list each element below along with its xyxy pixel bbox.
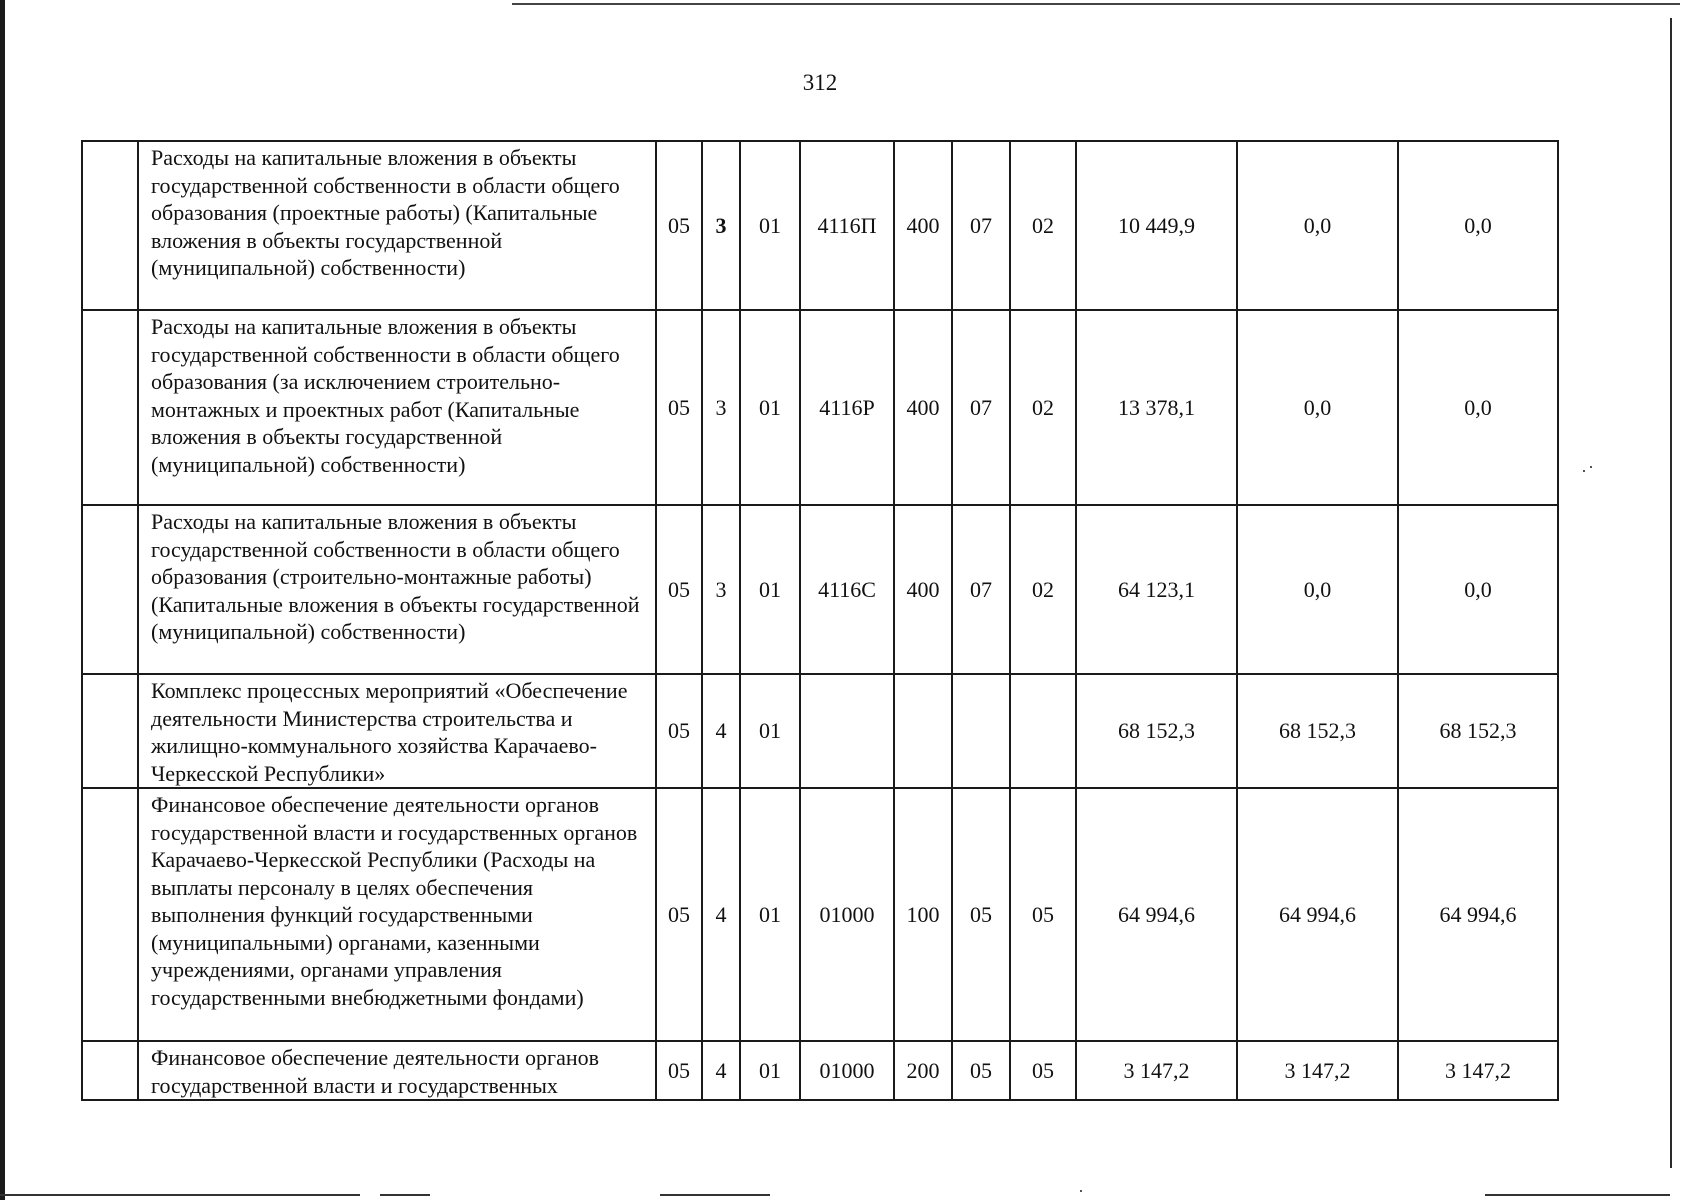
code-cell: 07 xyxy=(952,141,1010,310)
description-cell: Финансовое обеспечение деятельности органов государственной власти и государственных органов Карачаево-Черкесской Республики (Расходы на выплаты персоналу в целях обеспечения выполнения функций государственными (муниципальными) органами, казенными учреждениями, органами управления государственными внебюджетными фондами) xyxy=(138,788,656,1041)
code-cell: 400 xyxy=(894,141,952,310)
amount-cell: 64 994,6 xyxy=(1398,788,1558,1041)
amount-cell: 68 152,3 xyxy=(1076,674,1237,788)
code-cell: 01000 xyxy=(800,788,894,1041)
code-cell: 4116С xyxy=(800,505,894,674)
description-cell: Комплекс процессных мероприятий «Обеспечение деятельности Министерства строительства и жилищно-коммунального хозяйства Карачаево-Черкесской Республики» xyxy=(138,674,656,788)
code-cell: 400 xyxy=(894,310,952,505)
budget-table xyxy=(81,140,1559,1101)
scan-border-right xyxy=(1670,18,1672,1168)
amount-cell: 0,0 xyxy=(1398,310,1558,505)
table-row xyxy=(82,788,1558,1041)
amount-cell: 0,0 xyxy=(1398,141,1558,310)
amount-cell: 64 123,1 xyxy=(1076,505,1237,674)
code-cell: 01 xyxy=(740,141,800,310)
amount-cell: 0,0 xyxy=(1237,505,1398,674)
code-cell: 01000 xyxy=(800,1041,894,1100)
row-number-cell xyxy=(82,674,138,788)
code-cell: 05 xyxy=(1010,1041,1076,1100)
row-number-cell xyxy=(82,788,138,1041)
amount-cell: 10 449,9 xyxy=(1076,141,1237,310)
code-cell: 4 xyxy=(702,1041,740,1100)
code-cell: 05 xyxy=(952,1041,1010,1100)
code-cell: 02 xyxy=(1010,505,1076,674)
code-cell: 3 xyxy=(702,505,740,674)
code-cell: 200 xyxy=(894,1041,952,1100)
amount-cell: 3 147,2 xyxy=(1398,1041,1558,1100)
code-cell: 05 xyxy=(656,1041,702,1100)
scan-border-top-dash xyxy=(512,3,520,5)
amount-cell: 68 152,3 xyxy=(1237,674,1398,788)
code-cell: 02 xyxy=(1010,141,1076,310)
code-cell: 05 xyxy=(952,788,1010,1041)
page-number: 312 xyxy=(802,70,838,95)
amount-cell: 0,0 xyxy=(1398,505,1558,674)
code-cell: 4116П xyxy=(800,141,894,310)
table-row xyxy=(82,674,1558,788)
amount-cell: 0,0 xyxy=(1237,141,1398,310)
code-cell xyxy=(1010,674,1076,788)
scan-border-bottom-left xyxy=(0,1194,360,1196)
scan-border-bottom-right xyxy=(1485,1194,1670,1196)
scan-border-bottom-dash xyxy=(380,1194,430,1196)
code-cell xyxy=(894,674,952,788)
code-cell: 02 xyxy=(1010,310,1076,505)
description-cell: Расходы на капитальные вложения в объекты государственной собственности в области общего образования (за исключением строительно-монтажных и проектных работ (Капитальные вложения в объекты государственной (муниципальной) собственности) xyxy=(138,310,656,505)
amount-cell: 3 147,2 xyxy=(1237,1041,1398,1100)
code-cell xyxy=(952,674,1010,788)
code-cell: 01 xyxy=(740,674,800,788)
code-cell: 07 xyxy=(952,505,1010,674)
amount-cell: 68 152,3 xyxy=(1398,674,1558,788)
description-cell: Финансовое обеспечение деятельности органов государственной власти и государственных xyxy=(138,1041,656,1100)
code-cell: 01 xyxy=(740,310,800,505)
code-cell: 05 xyxy=(656,310,702,505)
table-row xyxy=(82,310,1558,505)
scan-speck xyxy=(1080,1190,1082,1192)
code-cell: 05 xyxy=(656,674,702,788)
code-cell: 05 xyxy=(656,141,702,310)
description-cell: Расходы на капитальные вложения в объекты государственной собственности в области общего образования (проектные работы) (Капитальные вложения в объекты государственной (муниципальной) собственности) xyxy=(138,141,656,310)
amount-cell: 0,0 xyxy=(1237,310,1398,505)
code-cell: 4116Р xyxy=(800,310,894,505)
row-number-cell xyxy=(82,505,138,674)
code-cell: 3 xyxy=(702,310,740,505)
scan-border-left xyxy=(0,0,5,1200)
code-cell xyxy=(800,674,894,788)
row-number-cell xyxy=(82,1041,138,1100)
table-row xyxy=(82,1041,1558,1100)
amount-cell: 64 994,6 xyxy=(1237,788,1398,1041)
amount-cell: 13 378,1 xyxy=(1076,310,1237,505)
amount-cell: 3 147,2 xyxy=(1076,1041,1237,1100)
code-cell: 05 xyxy=(1010,788,1076,1041)
code-cell: 01 xyxy=(740,1041,800,1100)
description-cell: Расходы на капитальные вложения в объекты государственной собственности в области общего образования (строительно-монтажные работы) (Капитальные вложения в объекты государственной (муниципальной) собственности) xyxy=(138,505,656,674)
code-cell: 05 xyxy=(656,788,702,1041)
code-cell: 4 xyxy=(702,674,740,788)
code-cell: 01 xyxy=(740,788,800,1041)
code-cell: 100 xyxy=(894,788,952,1041)
scan-border-top xyxy=(520,3,1680,5)
scan-speck xyxy=(1590,466,1592,468)
table-row xyxy=(82,505,1558,674)
code-cell: 4 xyxy=(702,788,740,1041)
code-cell: 05 xyxy=(656,505,702,674)
row-number-cell xyxy=(82,310,138,505)
code-cell: 01 xyxy=(740,505,800,674)
scan-speck xyxy=(1583,470,1585,472)
code-cell: 07 xyxy=(952,310,1010,505)
amount-cell: 64 994,6 xyxy=(1076,788,1237,1041)
code-cell: 400 xyxy=(894,505,952,674)
scan-border-bottom-center xyxy=(660,1194,770,1196)
row-number-cell xyxy=(82,141,138,310)
table-row xyxy=(82,141,1558,310)
code-cell: 3 xyxy=(702,141,740,310)
